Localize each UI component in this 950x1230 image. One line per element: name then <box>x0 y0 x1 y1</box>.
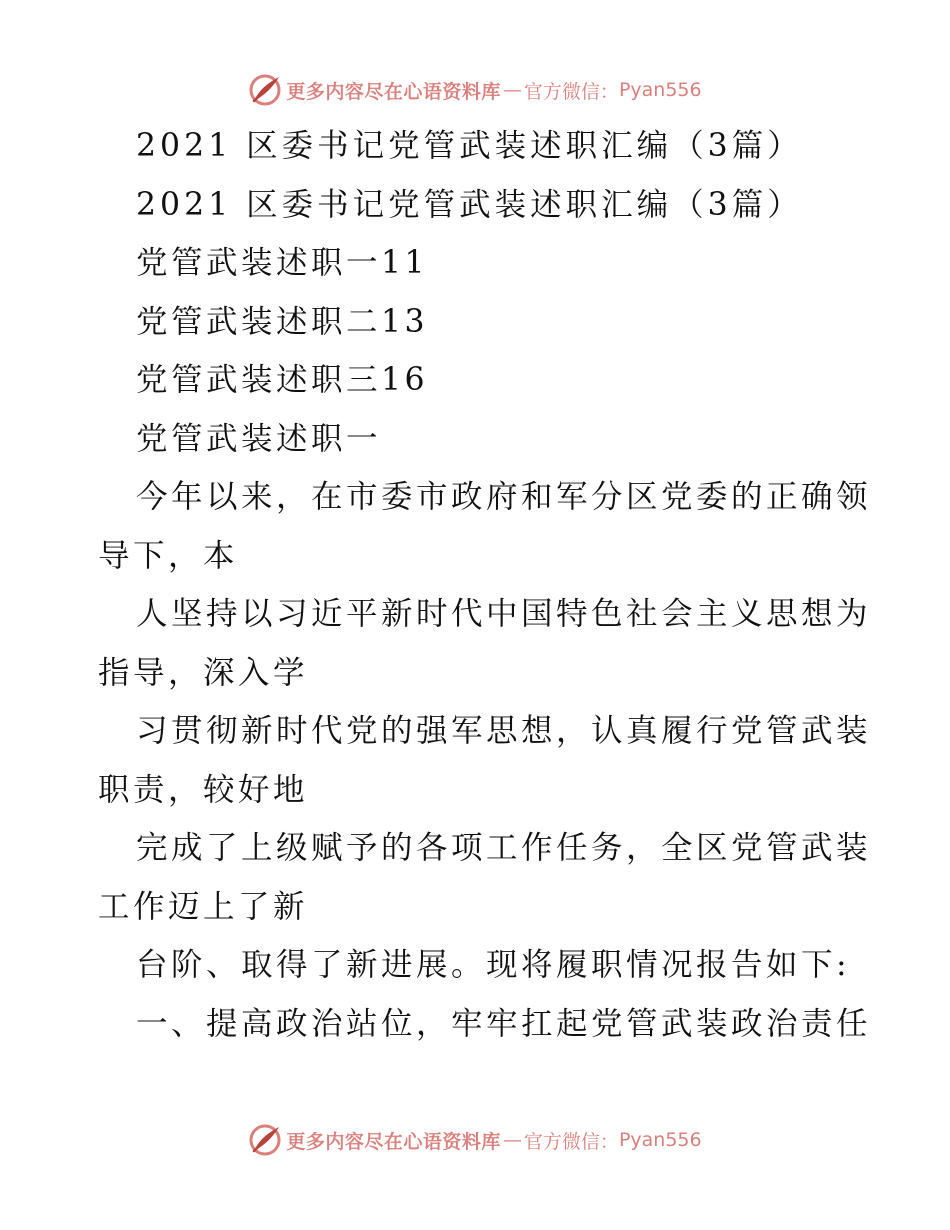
watermark-main-text: 更多内容尽在心语资料库 <box>286 1130 501 1153</box>
paragraph-line: 职责，较好地 <box>98 771 309 808</box>
document-subtitle: 2021 区委书记党管武装述职汇编（3篇） <box>136 186 803 223</box>
header-watermark <box>0 70 950 110</box>
watermark-main-text: 更多内容尽在心语资料库 <box>286 80 501 103</box>
paragraph-line: 今年以来，在市委市政府和军分区党委的正确领 <box>136 479 872 515</box>
toc-entry-2: 党管武装述职二13 <box>136 303 429 340</box>
paragraph-line: 人坚持以习近平新时代中国特色社会主义思想为 <box>136 596 872 632</box>
paragraph-line: 习贯彻新时代党的强军思想，认真履行党管武装 <box>136 713 872 749</box>
watermark-sub-text: 官方微信： <box>523 1130 619 1153</box>
paragraph-line: 导下，本 <box>98 537 239 574</box>
watermark-wechat-id: Pyan556 <box>618 1129 702 1151</box>
paragraph-line: 工作迈上了新 <box>98 888 309 925</box>
watermark-sub-text: 官方微信： <box>523 80 619 103</box>
footer-watermark <box>0 1120 950 1160</box>
document-title: 2021 区委书记党管武装述职汇编（3篇） <box>136 128 803 164</box>
paragraph-line: 指导，深入学 <box>98 654 309 691</box>
watermark-wechat-id: Pyan556 <box>618 79 702 101</box>
toc-entry-3: 党管武装述职三16 <box>136 362 429 398</box>
subsection-heading: 一、提高政治站位，牢牢扛起党管武装政治责任 <box>136 1005 872 1042</box>
quill-logo-icon <box>248 1123 282 1157</box>
paragraph-line: 完成了上级赋予的各项工作任务，全区党管武装 <box>136 830 872 866</box>
watermark-dash: — <box>502 79 522 101</box>
watermark-dash: — <box>502 1129 522 1151</box>
document-body <box>98 117 872 1053</box>
toc-entry-1: 党管武装述职一11 <box>136 245 429 281</box>
section-heading: 党管武装述职一 <box>136 420 382 457</box>
paragraph-line: 台阶、取得了新进展。现将履职情况报告如下: <box>136 947 851 983</box>
quill-logo-icon <box>248 73 282 107</box>
